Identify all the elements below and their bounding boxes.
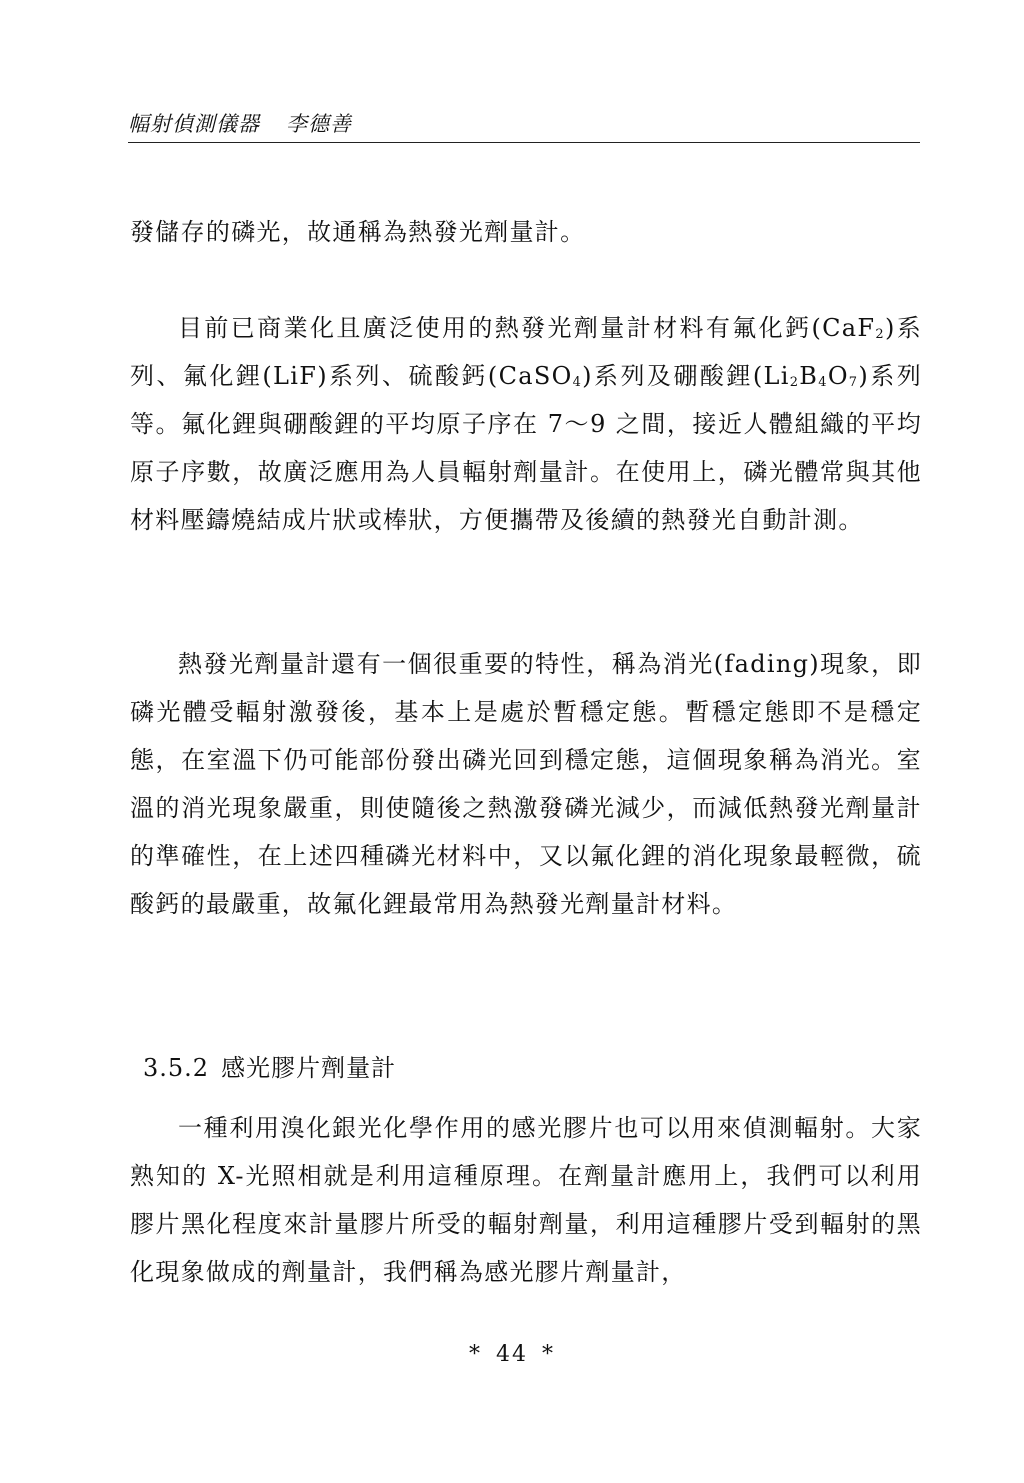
- paragraph-continuation: [130, 208, 922, 256]
- paragraph-film-dosimeter: [130, 1104, 922, 1296]
- text-run: B: [799, 362, 819, 390]
- text-run: )系列、氟化鋰(LiF)系列、硫酸鈣(CaSO: [130, 314, 922, 390]
- text-run: O: [827, 362, 849, 390]
- text-run: )系列等。氟化鋰與硼酸鋰的平均原子序在 7～9 之間，接近人體組織的平均原子序數，故廣泛應用為人員輻射劑量計。在使用上，磷光體常與其他材料壓鑄燒結成片狀或棒狀，方便攜帶及後續的熱發光自動計測。: [130, 362, 922, 534]
- paragraph-tld-materials: [130, 304, 922, 544]
- footer-star-right: *: [542, 1342, 555, 1367]
- page-number: 44: [496, 1342, 528, 1367]
- paragraph-text: 發儲存的磷光，故通稱為熱發光劑量計。: [130, 218, 586, 246]
- header-author: 李德善: [286, 112, 352, 136]
- running-header: [128, 112, 920, 143]
- subscript: 4: [572, 375, 583, 390]
- page-footer: [0, 1342, 1024, 1367]
- footer-star-left: *: [469, 1342, 482, 1367]
- section-number: 3.5.2: [143, 1054, 210, 1082]
- subscript: 7: [848, 375, 859, 390]
- subscript: 2: [875, 327, 885, 342]
- paragraph-text: 一種利用溴化銀光化學作用的感光膠片也可以用來偵測輻射。大家熟知的 X-光照相就是利用這種原理。在劑量計應用上，我們可以利用膠片黑化程度來計量膠片所受的輻射劑量，利用這種膠片受到輻射的黑化現象做成的劑量計，我們稱為感光膠片劑量計，: [130, 1114, 922, 1286]
- header-title: 幅射偵測儀器: [128, 112, 260, 136]
- paragraph-text: 熱發光劑量計還有一個很重要的特性，稱為消光(fading)現象，即磷光體受輻射激發後，基本上是處於暫穩定態。暫穩定態即不是穩定態，在室溫下仍可能部份發出磷光回到穩定態，這個現象稱為消光。室溫的消光現象嚴重，則使隨後之熱激發磷光減少，而減低熱發光劑量計的準確性，在上述四種磷光材料中，又以氟化鋰的消化現象最輕微，硫酸鈣的最嚴重，故氟化鋰最常用為熱發光劑量計材料。: [130, 650, 922, 918]
- text-run: )系列及硼酸鋰(Li: [582, 362, 790, 390]
- section-title: 感光膠片劑量計: [221, 1054, 397, 1082]
- subscript: 4: [818, 375, 828, 390]
- text-run: 目前已商業化且廣泛使用的熱發光劑量計材料有氟化鈣(CaF: [178, 314, 876, 342]
- subscript: 2: [789, 375, 800, 390]
- section-heading: [143, 1048, 396, 1088]
- paragraph-fading: [130, 640, 922, 928]
